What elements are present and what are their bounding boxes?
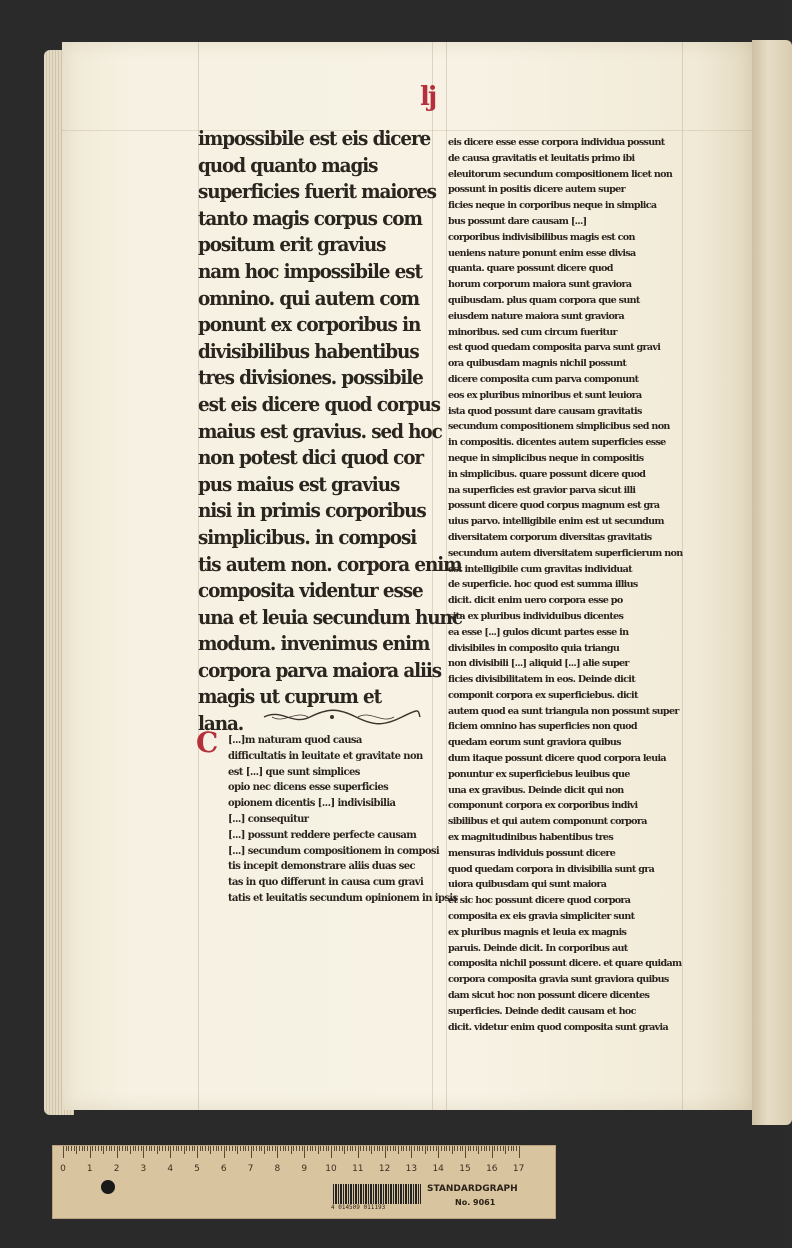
ruler-tick <box>98 1146 99 1151</box>
facing-page-edge <box>752 40 792 1125</box>
text-line: tres divisiones. possibile <box>198 365 423 390</box>
ruler-tick <box>430 1146 431 1151</box>
ruler-tick <box>457 1146 458 1151</box>
ruler-tick <box>82 1146 83 1151</box>
ruler-tick <box>117 1146 118 1158</box>
text-line: [...] secundum compositionem in composi <box>228 845 440 857</box>
ruler-tick <box>444 1146 445 1151</box>
text-line: ea esse [...] gulos dicunt partes esse in <box>448 626 629 638</box>
ruler-number: 4 <box>167 1164 174 1174</box>
ruler-tick <box>68 1146 69 1151</box>
ruler-tick <box>328 1146 329 1151</box>
scale-ruler <box>52 1145 556 1219</box>
text-line: na superficies est gravior parva sicut illi <box>448 484 636 496</box>
text-line: mensuras individuis possunt dicere <box>448 847 616 859</box>
text-line: lana. <box>198 711 244 736</box>
ruler-number: 15 <box>459 1164 471 1174</box>
ruler-tick <box>248 1146 249 1151</box>
text-line: dicit. dicit enim uero corpora esse po <box>448 595 623 607</box>
ruler-tick <box>92 1146 93 1151</box>
text-line: possunt dicere quod corpus magnum est gra <box>448 500 660 512</box>
text-line: una ex gravibus. Deinde dicit qui non <box>448 784 624 796</box>
text-line: modum. invenimus enim <box>198 631 430 656</box>
ruler-tick <box>505 1146 506 1154</box>
ruler-number: 12 <box>378 1164 391 1174</box>
text-line: una et leuia secundum hunc <box>198 604 462 629</box>
ruler-tick <box>66 1146 67 1151</box>
ruler-tick <box>347 1146 348 1151</box>
ruler-tick <box>229 1146 230 1151</box>
text-line: est quod quedam composita parva sunt gravi <box>448 342 661 354</box>
text-line: ora quibusdam magnis nichil possunt <box>448 358 627 370</box>
text-line: non divisibili [...] aliquid [...] alie super <box>448 658 629 670</box>
ruler-tick <box>516 1146 517 1151</box>
text-line: divisibilibus habentibus <box>198 338 419 363</box>
ruler-tick <box>382 1146 383 1151</box>
text-line: autem quod ea sunt triangula non possunt super <box>448 705 679 717</box>
text-line: ex pluribus magnis et leuia ex magnis <box>448 926 627 938</box>
text-line: superficies fuerit maiores <box>198 179 436 204</box>
ruler-tick <box>224 1146 225 1158</box>
ruler-tick <box>135 1146 136 1151</box>
ruler-tick <box>454 1146 455 1151</box>
ruler-tick <box>122 1146 123 1151</box>
text-line: opio nec dicens esse superficies <box>228 782 389 794</box>
ruler-tick <box>200 1146 201 1151</box>
ruler-tick <box>272 1146 273 1151</box>
ruler-number: 1 <box>86 1164 93 1174</box>
ruler-number: 10 <box>325 1164 337 1174</box>
ruler-tick <box>256 1146 257 1151</box>
ruler-tick <box>111 1146 112 1151</box>
text-line: corpora parva maiora aliis <box>198 657 442 682</box>
text-line: neque in simplicibus neque in compositis <box>448 452 644 464</box>
ruler-tick <box>425 1146 426 1154</box>
ruler-number: 17 <box>512 1164 525 1174</box>
ruler-tick <box>369 1146 370 1151</box>
right-column-commentary <box>448 135 684 1035</box>
ruler-number: 3 <box>140 1164 147 1174</box>
ruler-tick <box>390 1146 391 1151</box>
text-line: dum itaque possunt dicere quod corpora leuia <box>448 753 666 765</box>
ruler-tick <box>398 1146 399 1154</box>
ruler-tick <box>422 1146 423 1151</box>
ruler-tick <box>243 1146 244 1151</box>
ruler-tick <box>79 1146 80 1151</box>
ruler-tick <box>216 1146 217 1151</box>
ruler-tick <box>395 1146 396 1151</box>
text-line: in compositis. dicentes autem superficies esse <box>448 437 666 449</box>
ruler-tick <box>184 1146 185 1154</box>
text-line: secundum autem diversitatem superficierum non <box>448 547 683 559</box>
ruler-tick <box>159 1146 160 1151</box>
ruler-tick <box>489 1146 490 1151</box>
ruler-tick <box>403 1146 404 1151</box>
ruler-tick <box>446 1146 447 1151</box>
text-line: positum erit gravius <box>198 232 386 257</box>
ruler-tick <box>519 1146 520 1158</box>
ruler-tick <box>377 1146 378 1151</box>
text-line: secundum compositionem simplicibus sed non <box>448 421 670 433</box>
ruler-tick <box>441 1146 442 1151</box>
ruler-tick <box>291 1146 292 1154</box>
ruler-tick <box>138 1146 139 1151</box>
ruler-tick <box>237 1146 238 1154</box>
ruler-number: 11 <box>352 1164 364 1174</box>
ruler-tick <box>406 1146 407 1151</box>
ruler-tick <box>235 1146 236 1151</box>
ruler-tick <box>101 1146 102 1151</box>
folio-number: lj <box>420 82 436 112</box>
text-line: tis incepit demonstrare aliis duas sec <box>228 861 416 873</box>
ruler-tick <box>218 1146 219 1151</box>
ruler-model: No. 9061 <box>455 1198 496 1207</box>
ruler-tick <box>154 1146 155 1151</box>
ruler-tick <box>151 1146 152 1151</box>
text-line: componunt corpora ex corporibus indivi <box>448 800 638 812</box>
ruler-tick <box>186 1146 187 1151</box>
ruler-tick <box>162 1146 163 1151</box>
text-line: nisi in primis corporibus <box>198 498 426 523</box>
ruler-tick <box>320 1146 321 1151</box>
ruler-tick <box>436 1146 437 1151</box>
ruler-tick <box>280 1146 281 1151</box>
barcode-digits: 4 014509 011193 <box>331 1204 386 1211</box>
ruler-tick <box>63 1146 64 1158</box>
ruler-tick <box>170 1146 171 1158</box>
ruler-tick <box>449 1146 450 1151</box>
text-line: maius est gravius. sed hoc <box>198 418 442 443</box>
ruler-tick <box>202 1146 203 1151</box>
ruler-tick <box>74 1146 75 1151</box>
barcode <box>333 1184 421 1204</box>
text-line: pus maius est gravius <box>198 471 400 496</box>
text-line: quanta. quare possunt dicere quod <box>448 263 613 275</box>
text-line: ueniens nature ponunt enim esse divisa <box>448 247 636 259</box>
text-line: horum corporum maiora sunt graviora <box>448 279 632 291</box>
ruler-tick <box>84 1146 85 1151</box>
left-column-large-script <box>198 125 462 737</box>
ruler-tick <box>371 1146 372 1154</box>
ruler-tick <box>470 1146 471 1151</box>
ruler-tick <box>133 1146 134 1151</box>
ruler-tick <box>304 1146 305 1158</box>
ruler-tick <box>307 1146 308 1151</box>
ruler-tick <box>226 1146 227 1151</box>
ruler-tick <box>165 1146 166 1151</box>
ruler-tick <box>173 1146 174 1151</box>
ruler-tick <box>76 1146 77 1154</box>
ruler-tick <box>366 1146 367 1151</box>
text-line: tas in quo differunt in causa cum gravi <box>228 877 424 889</box>
left-column-commentary <box>198 733 460 907</box>
text-line: simplicibus. in composi <box>198 524 417 549</box>
text-line: superficies. Deinde dedit causam et hoc <box>448 1005 636 1017</box>
ruler-tick <box>315 1146 316 1151</box>
ruler-number: 14 <box>432 1164 444 1174</box>
text-line: sibilibus et qui autem componunt corpora <box>448 816 647 828</box>
text-line: opionem dicentis [...] indivisibilia <box>228 798 396 810</box>
ruler-tick <box>358 1146 359 1158</box>
text-line: nam hoc impossibile est <box>198 258 422 283</box>
ruler-tick <box>334 1146 335 1151</box>
text-line: eos ex pluribus minoribus et sunt leuiora <box>448 389 642 401</box>
text-line: paruis. Deinde dicit. In corporibus aut <box>448 942 628 954</box>
text-line: diversitatem corporum diversitas gravitatis <box>448 531 652 543</box>
ruler-number: 5 <box>194 1164 200 1174</box>
ruler-tick <box>497 1146 498 1151</box>
text-line: uius parvo. intelligibile enim est ut secundum <box>448 516 664 528</box>
ruler-tick <box>438 1146 439 1158</box>
ruler-tick <box>350 1146 351 1151</box>
ruler-tick <box>494 1146 495 1151</box>
text-line: difficultatis in leuitate et gravitate non <box>228 750 423 762</box>
ruler-tick <box>344 1146 345 1154</box>
ruler-tick <box>240 1146 241 1151</box>
text-line: ficiem omnino has superficies non quod <box>448 721 637 733</box>
text-line: et sic hoc possunt dicere quod corpora <box>448 895 631 907</box>
text-line: composita videntur esse <box>198 578 423 603</box>
text-line: non potest dici quod cor <box>198 445 423 470</box>
text-line: quedam eorum sunt graviora quibus <box>448 737 621 749</box>
ruler-tick <box>194 1146 195 1151</box>
ruler-tick <box>419 1146 420 1151</box>
text-line: quod quedam corpora in divisibilia sunt gra <box>448 863 655 875</box>
ruler-tick <box>296 1146 297 1151</box>
ruler-tick <box>302 1146 303 1151</box>
ruler-tick <box>288 1146 289 1151</box>
ruler-tick <box>277 1146 278 1158</box>
ruler-tick <box>267 1146 268 1151</box>
ruler-tick <box>360 1146 361 1151</box>
ruler-tick <box>473 1146 474 1151</box>
text-line: ficies divisibilitatem in eos. Deinde dicit <box>448 674 635 686</box>
ruler-tick <box>192 1146 193 1151</box>
ruler-tick <box>141 1146 142 1151</box>
ruler-tick <box>318 1146 319 1154</box>
text-line: uiora quibusdam qui sunt maiora <box>448 879 607 891</box>
ruler-tick <box>468 1146 469 1151</box>
ruler-tick <box>261 1146 262 1151</box>
text-line: eleuitorum secundum compositionem licet non <box>448 168 673 180</box>
ruler-tick <box>208 1146 209 1151</box>
ruler-tick <box>312 1146 313 1151</box>
ruler-tick <box>342 1146 343 1151</box>
text-line: est [...] que sunt simplices <box>228 766 360 778</box>
ruler-tick <box>331 1146 332 1158</box>
ruler-number: 2 <box>113 1164 120 1174</box>
ruler-number: 7 <box>247 1164 254 1174</box>
ruler-tick <box>293 1146 294 1151</box>
ruler-tick <box>114 1146 115 1151</box>
ruler-tick <box>326 1146 327 1151</box>
ruler-tick <box>513 1146 514 1151</box>
ruler-tick <box>465 1146 466 1158</box>
ruler-tick <box>374 1146 375 1151</box>
ruler-tick <box>411 1146 412 1158</box>
ruler-tick <box>427 1146 428 1151</box>
ruler-ticks <box>60 1146 543 1174</box>
text-line: quibusdam. plus quam corpora que sunt <box>448 294 640 306</box>
ruler-number: 6 <box>220 1164 227 1174</box>
ruler-tick <box>452 1146 453 1154</box>
text-line: de causa gravitatis et leuitatis primo ibi <box>448 152 635 164</box>
text-line: tis autem non. corpora enim <box>198 551 462 576</box>
text-line: est intelligibile cum gravitas individuat <box>448 563 632 575</box>
ruler-tick <box>462 1146 463 1151</box>
ruler-tick <box>385 1146 386 1158</box>
text-line: ex magnitudinibus habentibus tres <box>448 832 614 844</box>
ruler-tick <box>95 1146 96 1151</box>
ruler-tick <box>336 1146 337 1151</box>
ruler-number: 8 <box>274 1164 281 1174</box>
ruler-tick <box>87 1146 88 1151</box>
ruler-tick <box>90 1146 91 1158</box>
ruler-tick <box>508 1146 509 1151</box>
ruler-tick <box>127 1146 128 1151</box>
text-line: ficies neque in corporibus neque in simplica <box>448 200 657 212</box>
ruler-tick <box>259 1146 260 1151</box>
ruler-tick <box>492 1146 493 1158</box>
ruler-tick <box>283 1146 284 1151</box>
ruler-tick <box>181 1146 182 1151</box>
text-line: ista quod possunt dare causam gravitatis <box>448 405 642 417</box>
ruler-tick <box>269 1146 270 1151</box>
ruler-tick <box>210 1146 211 1154</box>
ruler-tick <box>414 1146 415 1151</box>
text-line: bus possunt dare causam [...] <box>448 215 587 227</box>
ruler-tick <box>323 1146 324 1151</box>
text-line: quod quanto magis <box>198 152 378 177</box>
text-line: dam sicut hoc non possunt dicere dicentes <box>448 990 650 1002</box>
ruler-tick <box>387 1146 388 1151</box>
line-filler-flourish <box>262 706 422 728</box>
ruler-tick <box>401 1146 402 1151</box>
ruler-tick <box>189 1146 190 1151</box>
ruler-tick <box>339 1146 340 1151</box>
ruler-tick <box>363 1146 364 1151</box>
ruler-tick <box>511 1146 512 1151</box>
ruler-tick <box>409 1146 410 1151</box>
ruler-hole <box>101 1180 115 1194</box>
ruler-tick <box>176 1146 177 1151</box>
ruler-tick <box>221 1146 222 1151</box>
ruler-tick <box>146 1146 147 1151</box>
ruler-tick <box>106 1146 107 1151</box>
text-line: divisibiles in composito quia triangu <box>448 642 620 654</box>
ruler-tick <box>119 1146 120 1151</box>
text-line: tanto magis corpus com <box>198 205 422 230</box>
ruler-tick <box>379 1146 380 1151</box>
ruler-tick <box>197 1146 198 1158</box>
ruler-tick <box>232 1146 233 1151</box>
text-line: [...] possunt reddere perfecte causam <box>228 829 417 841</box>
ruler-tick <box>245 1146 246 1151</box>
ruler-tick <box>103 1146 104 1154</box>
text-line: dicit. videtur enim quod composita sunt gravia <box>448 1021 668 1033</box>
ruler-tick <box>205 1146 206 1151</box>
ruler-tick <box>433 1146 434 1151</box>
text-line: minoribus. sed cum circum fueritur <box>448 326 617 338</box>
ruler-tick <box>149 1146 150 1151</box>
text-line: eiusdem nature maiora sunt graviora <box>448 310 625 322</box>
ruler-tick <box>417 1146 418 1151</box>
text-line: corpora composita gravia sunt graviora quibus <box>448 974 669 986</box>
text-line: impossibile est eis dicere <box>198 126 431 150</box>
ruler-tick <box>486 1146 487 1151</box>
text-line: magis ut cuprum et <box>198 684 382 709</box>
ruler-tick <box>476 1146 477 1151</box>
text-line: dicere composita cum parva componunt <box>448 373 639 385</box>
ruler-tick <box>213 1146 214 1151</box>
ruler-tick <box>253 1146 254 1151</box>
ruler-tick <box>310 1146 311 1151</box>
ruler-tick <box>478 1146 479 1154</box>
ruler-brand: STANDARDGRAPH <box>427 1184 518 1194</box>
decorated-initial: C <box>196 726 219 759</box>
text-line: corporibus indivisibilibus magis est con <box>448 231 635 243</box>
ruler-tick <box>178 1146 179 1151</box>
ruler-tick <box>299 1146 300 1151</box>
text-line: sita ex pluribus individuibus dicentes <box>448 610 624 622</box>
ruler-tick <box>264 1146 265 1154</box>
text-line: est eis dicere quod corpus <box>198 391 440 416</box>
ruler-tick <box>460 1146 461 1151</box>
text-line: composita ex eis gravia simpliciter sunt <box>448 911 635 923</box>
ruler-tick <box>484 1146 485 1151</box>
ruler-tick <box>355 1146 356 1151</box>
ruler-number: 0 <box>60 1164 66 1174</box>
text-line: in simplicibus. quare possunt dicere quod <box>448 468 646 480</box>
ruler-tick <box>251 1146 252 1158</box>
text-line: ponuntur ex superficiebus leuibus que <box>448 768 630 780</box>
text-line: componit corpora ex superficiebus. dicit <box>448 689 638 701</box>
ruler-tick <box>481 1146 482 1151</box>
ruler-tick <box>275 1146 276 1151</box>
ruler-tick <box>503 1146 504 1151</box>
ruler-tick <box>130 1146 131 1154</box>
text-line: tatis et leuitatis secundum opinionem in ipsis <box>228 892 458 904</box>
text-line: composita nichil possunt dicere. et quare quidam <box>448 958 682 970</box>
ruling-line <box>446 42 447 1110</box>
ruler-tick <box>71 1146 72 1151</box>
ruler-tick <box>285 1146 286 1151</box>
text-line: ponunt ex corporibus in <box>198 312 421 337</box>
ruler-tick <box>352 1146 353 1151</box>
ruler-tick <box>143 1146 144 1158</box>
ruler-number: 13 <box>405 1164 418 1174</box>
text-line: omnino. qui autem com <box>198 285 420 310</box>
ruler-number: 9 <box>301 1164 308 1174</box>
ruler-tick <box>393 1146 394 1151</box>
ruler-tick <box>109 1146 110 1151</box>
text-line: [...] consequitur <box>228 813 309 825</box>
text-line: de superficie. hoc quod est summa illius <box>448 579 638 591</box>
ruler-tick <box>168 1146 169 1151</box>
ruler-tick <box>157 1146 158 1154</box>
ruler-tick <box>500 1146 501 1151</box>
ruler-tick <box>125 1146 126 1151</box>
text-line: possunt in positis dicere autem super <box>448 184 625 196</box>
text-line: [...]m naturam quod causa <box>228 735 362 746</box>
text-line: eis dicere esse esse corpora individua possunt <box>448 137 665 148</box>
ruler-number: 16 <box>486 1164 498 1174</box>
